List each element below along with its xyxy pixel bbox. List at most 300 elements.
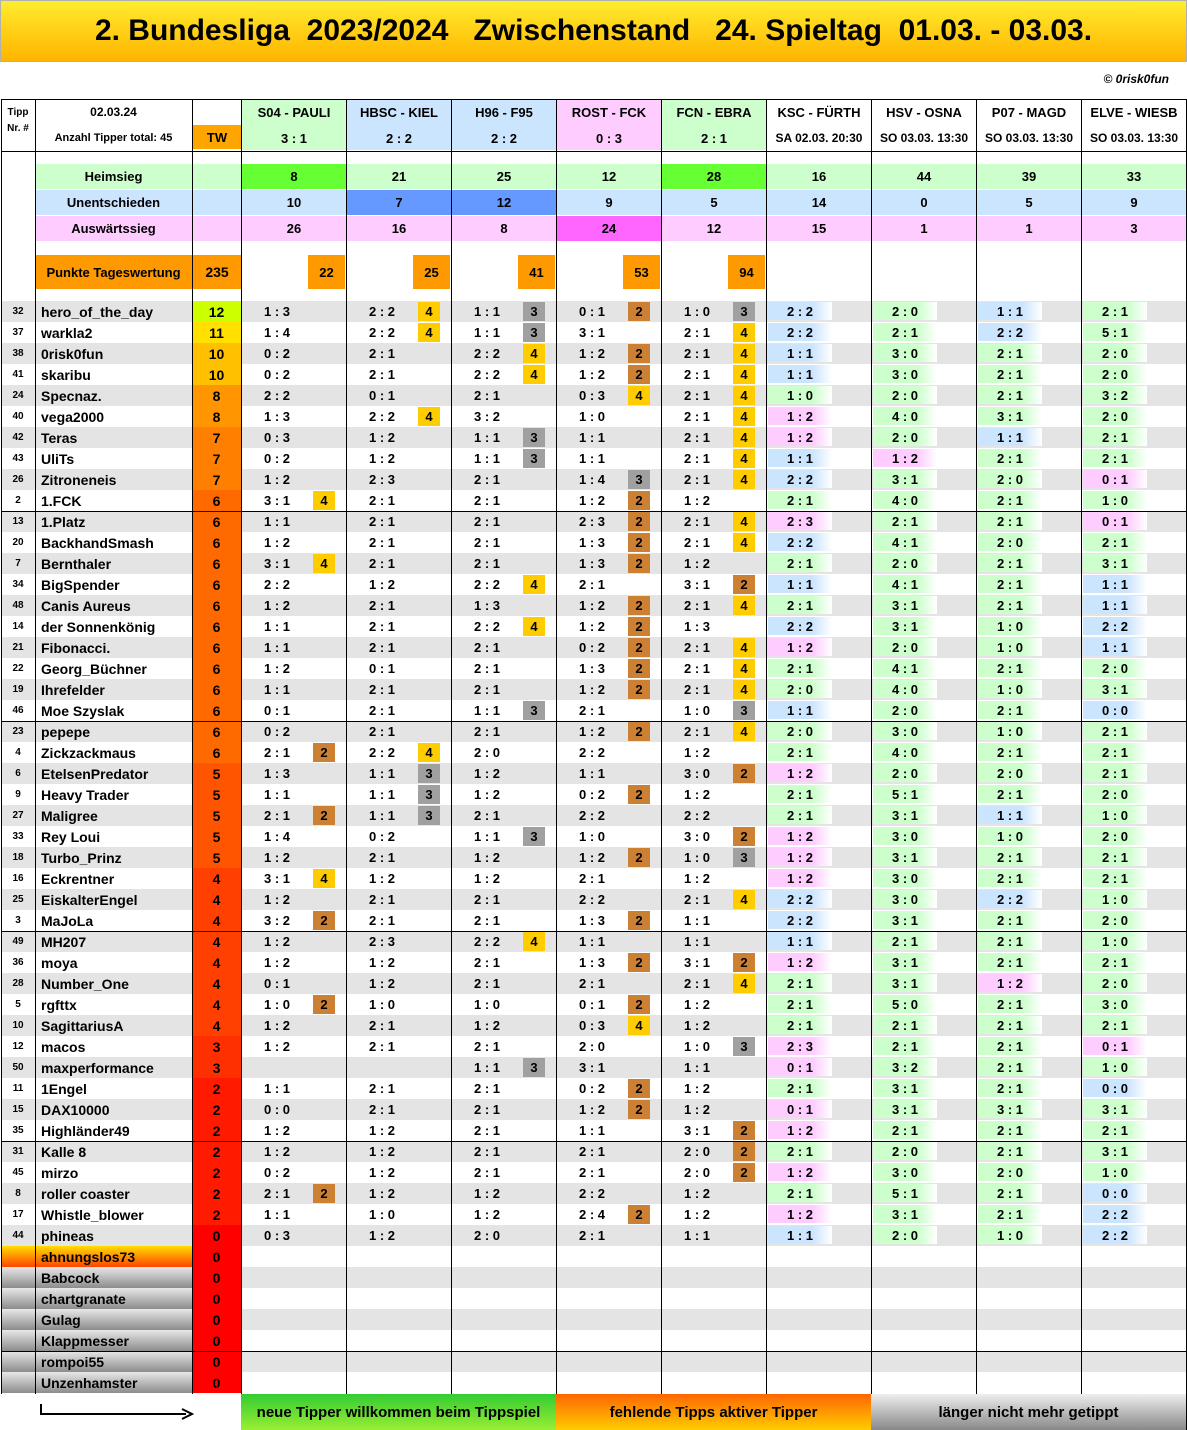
- tipper-total: 0: [192, 1225, 241, 1246]
- prediction: 1 : 2: [683, 870, 710, 886]
- prediction: 1 : 0: [578, 408, 605, 424]
- prediction: 2 : 2: [473, 576, 500, 592]
- prediction: 2 : 0: [683, 1164, 710, 1180]
- tipper-name: Specnaz.: [41, 387, 102, 404]
- v-divider: [661, 99, 662, 1430]
- tipper-name: macos: [41, 1038, 86, 1055]
- tipper-total: 2: [192, 1183, 241, 1204]
- prediction: 2 : 1: [1083, 302, 1147, 320]
- prediction: 0 : 0: [1083, 1079, 1147, 1097]
- prediction: 0 : 0: [1083, 1184, 1147, 1202]
- tipper-nr: 18: [12, 852, 24, 863]
- prediction-points: 4: [733, 449, 755, 468]
- tipper-total: 6: [192, 679, 241, 700]
- stat-label-home: Heimsieg: [35, 164, 192, 189]
- tipper-nr: [1, 1288, 35, 1309]
- prediction: 2 : 0: [873, 302, 937, 320]
- prediction: 1 : 3: [578, 534, 605, 550]
- match-teams: S04 - PAULI: [257, 104, 331, 120]
- prediction: 1 : 1: [368, 786, 395, 802]
- prediction: 0 : 2: [263, 1164, 290, 1180]
- prediction: 2 : 1: [473, 1038, 500, 1054]
- tipper-nr: 43: [12, 453, 24, 464]
- tipper-nr: 48: [12, 600, 24, 611]
- prediction-points: 4: [523, 932, 545, 951]
- prediction: 1 : 1: [683, 912, 710, 928]
- points-label: Punkte Tageswertung: [35, 255, 192, 289]
- title-banner: [0, 0, 1187, 62]
- prediction: 1 : 3: [683, 618, 710, 634]
- tipper-name: MaJoLa: [41, 912, 94, 929]
- prediction: 2 : 1: [768, 554, 832, 572]
- prediction: 4 : 1: [873, 659, 937, 677]
- prediction: 2 : 1: [473, 534, 500, 550]
- prediction: 3 : 1: [873, 953, 937, 971]
- prediction: 3 : 1: [978, 1100, 1042, 1118]
- tipper-nr: 45: [12, 1167, 24, 1178]
- prediction: 2 : 1: [978, 1184, 1042, 1202]
- tw-label: TW: [193, 125, 241, 149]
- prediction: 2 : 0: [768, 722, 832, 740]
- tipper-name: rompoi55: [41, 1353, 105, 1370]
- tip-count-home: 44: [872, 164, 976, 189]
- stat-fill-draw: [193, 190, 241, 215]
- tipper-name: Canis Aureus: [41, 597, 131, 614]
- prediction: 3 : 0: [873, 722, 937, 740]
- prediction: 1 : 0: [1083, 1163, 1147, 1181]
- prediction-points: 3: [523, 701, 545, 720]
- prediction: 2 : 1: [473, 681, 500, 697]
- tipper-nr: 12: [12, 1041, 24, 1052]
- tipper-nr: 37: [12, 327, 24, 338]
- prediction: 2 : 0: [873, 1142, 937, 1160]
- tip-count-home: 12: [557, 164, 661, 189]
- prediction: 1 : 2: [768, 1205, 832, 1223]
- tipper-name: Bernthaler: [41, 555, 112, 572]
- tipper-nr: 5: [15, 999, 21, 1010]
- day-points: 94: [728, 255, 765, 289]
- tipper-name: Maligree: [41, 807, 98, 824]
- match-result: SO 03.03. 13:30: [879, 131, 969, 145]
- tipper-name: hero_of_the_day: [41, 303, 154, 320]
- prediction: 2 : 1: [978, 1121, 1042, 1139]
- tipper-name: Klappmesser: [41, 1332, 129, 1349]
- prediction-points: 4: [733, 596, 755, 615]
- prediction-points: 2: [628, 365, 650, 384]
- prediction: 2 : 0: [473, 744, 500, 760]
- prediction: 1 : 2: [683, 1185, 710, 1201]
- prediction: 1 : 2: [368, 975, 395, 991]
- tipper-nr: [1, 1246, 35, 1267]
- tipper-nr: 6: [15, 768, 21, 779]
- prediction: 3 : 1: [978, 407, 1042, 425]
- prediction-points: 2: [733, 1121, 755, 1140]
- tipper-total: 6: [192, 742, 241, 763]
- tip-count-away: 26: [242, 216, 346, 241]
- prediction: 1 : 3: [578, 555, 605, 571]
- prediction: 1 : 1: [578, 429, 605, 445]
- prediction: 2 : 0: [1083, 827, 1147, 845]
- group-divider: [1, 1351, 1186, 1352]
- tip-count-draw: 9: [557, 190, 661, 215]
- tipper-nr: 34: [12, 579, 24, 590]
- tipper-nr: 38: [12, 348, 24, 359]
- tipper-name: Whistle_blower: [41, 1206, 144, 1223]
- prediction: 1 : 1: [768, 344, 832, 362]
- prediction: 2 : 1: [473, 912, 500, 928]
- prediction: 2 : 1: [873, 323, 937, 341]
- stat-label-away: Auswärtssieg: [35, 216, 192, 241]
- tipper-total: 0: [192, 1246, 241, 1267]
- date-label: 02.03.24: [90, 105, 137, 119]
- prediction: 1 : 2: [263, 1038, 290, 1054]
- prediction: 2 : 1: [578, 1227, 605, 1243]
- prediction: 2 : 1: [473, 1080, 500, 1096]
- prediction-points: 2: [628, 617, 650, 636]
- prediction: 0 : 1: [578, 996, 605, 1012]
- prediction: 1 : 0: [1083, 1058, 1147, 1076]
- prediction: 2 : 2: [768, 890, 832, 908]
- prediction-points: 3: [733, 1037, 755, 1056]
- points-total: 235: [193, 255, 241, 289]
- prediction: 3 : 2: [1083, 386, 1147, 404]
- prediction: 2 : 1: [978, 1079, 1042, 1097]
- prediction: 2 : 1: [978, 848, 1042, 866]
- prediction: 2 : 1: [473, 891, 500, 907]
- prediction: 3 : 1: [873, 911, 937, 929]
- prediction: 2 : 1: [683, 450, 710, 466]
- prediction: 4 : 1: [873, 533, 937, 551]
- prediction-points: 4: [523, 365, 545, 384]
- prediction: 2 : 1: [978, 932, 1042, 950]
- tip-count-home: 25: [452, 164, 556, 189]
- prediction: 2 : 1: [683, 639, 710, 655]
- tipper-name: DAX10000: [41, 1101, 110, 1118]
- prediction-points: 4: [733, 344, 755, 363]
- prediction: 1 : 2: [768, 764, 832, 782]
- tipper-name: moya: [41, 954, 78, 971]
- tipper-name: UliTs: [41, 450, 75, 467]
- prediction: 2 : 1: [978, 1058, 1042, 1076]
- prediction-points: 2: [628, 848, 650, 867]
- prediction: 2 : 1: [978, 785, 1042, 803]
- tipper-total: 5: [192, 784, 241, 805]
- prediction: 2 : 2: [683, 807, 710, 823]
- prediction: 0 : 1: [578, 303, 605, 319]
- prediction: 1 : 1: [263, 786, 290, 802]
- prediction: 1 : 2: [683, 1080, 710, 1096]
- prediction: 2 : 0: [978, 470, 1042, 488]
- prediction: 1 : 2: [263, 849, 290, 865]
- tipper-total: 2: [192, 1204, 241, 1225]
- prediction: 2 : 1: [1083, 743, 1147, 761]
- tipper-total: 5: [192, 805, 241, 826]
- prediction-points: 2: [628, 680, 650, 699]
- prediction: 2 : 2: [768, 533, 832, 551]
- prediction: 1 : 2: [473, 849, 500, 865]
- prediction: 1 : 1: [768, 701, 832, 719]
- tipper-total: 6: [192, 532, 241, 553]
- v-divider: [241, 99, 242, 1430]
- prediction-points: 2: [628, 995, 650, 1014]
- tip-count-home: 28: [662, 164, 766, 189]
- prediction: 3 : 2: [263, 912, 290, 928]
- match-teams: HBSC - KIEL: [360, 104, 438, 120]
- prediction: 2 : 0: [873, 1226, 937, 1244]
- prediction: 2 : 0: [1083, 659, 1147, 677]
- v-divider: [871, 99, 872, 1430]
- prediction: 3 : 0: [873, 1163, 937, 1181]
- match-teams: KSC - FÜRTH: [777, 104, 861, 120]
- prediction: 3 : 1: [263, 492, 290, 508]
- prediction: 0 : 1: [368, 387, 395, 403]
- v-divider: [1, 99, 2, 1430]
- prediction: 1 : 0: [368, 1206, 395, 1222]
- prediction: 2 : 1: [768, 995, 832, 1013]
- prediction: 0 : 0: [263, 1101, 290, 1117]
- prediction: 2 : 2: [263, 576, 290, 592]
- tipper-name: rgfttx: [41, 996, 77, 1013]
- prediction-points: 4: [418, 302, 440, 321]
- tip-count-home: 16: [767, 164, 871, 189]
- prediction-points: 2: [733, 575, 755, 594]
- prediction-points: 4: [523, 575, 545, 594]
- prediction: 1 : 2: [368, 450, 395, 466]
- match-teams: FCN - EBRA: [676, 104, 752, 120]
- prediction: 2 : 1: [473, 723, 500, 739]
- tipper-nr: 10: [12, 1020, 24, 1031]
- tipper-total: 10: [192, 343, 241, 364]
- prediction: 2 : 1: [873, 932, 937, 950]
- prediction-points: 2: [733, 1163, 755, 1182]
- tip-count-away: 3: [1082, 216, 1186, 241]
- tipper-total: 4: [192, 868, 241, 889]
- prediction: 2 : 1: [978, 344, 1042, 362]
- prediction: 2 : 1: [1083, 1016, 1147, 1034]
- prediction: 2 : 2: [368, 303, 395, 319]
- prediction: 2 : 2: [768, 302, 832, 320]
- tipper-total: 5: [192, 847, 241, 868]
- prediction-points: 3: [418, 764, 440, 783]
- tipper-name: maxperformance: [41, 1059, 154, 1076]
- tipper-name: vega2000: [41, 408, 105, 425]
- prediction-points: 2: [628, 953, 650, 972]
- tipper-nr: [1, 1330, 35, 1351]
- stat-fill-home: [193, 164, 241, 189]
- prediction-points: 4: [523, 617, 545, 636]
- prediction: 2 : 2: [578, 1185, 605, 1201]
- tipper-name: 1.Platz: [41, 513, 86, 530]
- tipper-nr: 21: [12, 642, 24, 653]
- prediction: 1 : 2: [473, 786, 500, 802]
- prediction: 2 : 2: [768, 911, 832, 929]
- prediction-points: 4: [733, 407, 755, 426]
- prediction: 2 : 1: [768, 743, 832, 761]
- prediction: 2 : 1: [978, 1142, 1042, 1160]
- match-result: SA 02.03. 20:30: [775, 131, 863, 145]
- prediction-points: 4: [523, 344, 545, 363]
- tipper-name: Turbo_Prinz: [41, 849, 122, 866]
- tip-count-away: 1: [977, 216, 1081, 241]
- prediction-points: 3: [523, 428, 545, 447]
- prediction: 1 : 1: [578, 933, 605, 949]
- prediction: 2 : 0: [873, 764, 937, 782]
- prediction: 4 : 0: [873, 491, 937, 509]
- tipper-name: 1.FCK: [41, 492, 82, 509]
- prediction: 2 : 2: [978, 890, 1042, 908]
- prediction: 2 : 1: [683, 534, 710, 550]
- prediction: 1 : 1: [263, 639, 290, 655]
- prediction-points: 4: [733, 428, 755, 447]
- prediction-points: 3: [733, 302, 755, 321]
- tipper-total: 8: [192, 406, 241, 427]
- prediction: 2 : 2: [768, 617, 832, 635]
- prediction: 1 : 1: [263, 618, 290, 634]
- prediction: 3 : 1: [873, 1079, 937, 1097]
- prediction-points: 3: [628, 470, 650, 489]
- prediction: 1 : 2: [368, 954, 395, 970]
- prediction: 2 : 0: [978, 533, 1042, 551]
- prediction: 1 : 3: [263, 765, 290, 781]
- prediction: 2 : 1: [368, 1038, 395, 1054]
- prediction: 1 : 0: [978, 617, 1042, 635]
- prediction: 3 : 1: [873, 617, 937, 635]
- match-result: 2 : 2: [490, 130, 517, 146]
- tipper-name: Unzenhamster: [41, 1374, 138, 1391]
- tipper-total: 2: [192, 1120, 241, 1141]
- prediction: 2 : 1: [683, 681, 710, 697]
- prediction: 0 : 1: [263, 975, 290, 991]
- prediction: 2 : 1: [978, 449, 1042, 467]
- prediction: 3 : 1: [683, 954, 710, 970]
- match-teams: P07 - MAGD: [991, 104, 1067, 120]
- tipper-total: 3: [192, 1057, 241, 1078]
- prediction: 2 : 1: [978, 869, 1042, 887]
- tipper-nr: 4: [15, 747, 21, 758]
- tipper-total: 12: [192, 301, 241, 322]
- prediction-points: 2: [313, 743, 335, 762]
- prediction-points: 4: [733, 974, 755, 993]
- match-result: 2 : 2: [385, 130, 412, 146]
- prediction: 2 : 1: [768, 596, 832, 614]
- prediction: 1 : 1: [1083, 575, 1147, 593]
- prediction: 1 : 4: [263, 828, 290, 844]
- tipper-nr: [1, 1309, 35, 1330]
- prediction: 0 : 1: [1083, 470, 1147, 488]
- prediction: 1 : 2: [368, 870, 395, 886]
- prediction: 2 : 0: [873, 428, 937, 446]
- prediction: 2 : 2: [578, 744, 605, 760]
- prediction: 1 : 2: [368, 1122, 395, 1138]
- prediction: 3 : 1: [578, 324, 605, 340]
- prediction: 1 : 1: [473, 429, 500, 445]
- prediction: 2 : 1: [683, 345, 710, 361]
- prediction: 2 : 1: [368, 681, 395, 697]
- prediction: 1 : 2: [473, 1017, 500, 1033]
- prediction: 0 : 1: [768, 1058, 832, 1076]
- prediction: 2 : 0: [578, 1038, 605, 1054]
- prediction: 1 : 2: [978, 974, 1042, 992]
- tipper-nr: 16: [12, 873, 24, 884]
- prediction: 2 : 1: [263, 744, 290, 760]
- prediction: 1 : 3: [473, 597, 500, 613]
- prediction: 3 : 1: [1083, 554, 1147, 572]
- prediction: 1 : 1: [768, 365, 832, 383]
- prediction: 2 : 1: [473, 387, 500, 403]
- prediction: 2 : 1: [768, 785, 832, 803]
- prediction: 0 : 2: [263, 450, 290, 466]
- prediction-points: 3: [523, 827, 545, 846]
- prediction: 0 : 2: [578, 786, 605, 802]
- prediction: 2 : 3: [578, 513, 605, 529]
- tipper-name: BackhandSmash: [41, 534, 154, 551]
- prediction: 2 : 1: [978, 365, 1042, 383]
- tipper-name: Zitroneneis: [41, 471, 117, 488]
- tipper-nr: 40: [12, 411, 24, 422]
- prediction-points: 4: [733, 722, 755, 741]
- day-points: 53: [623, 255, 660, 289]
- prediction: 1 : 1: [473, 324, 500, 340]
- prediction: 2 : 1: [978, 491, 1042, 509]
- prediction: 2 : 1: [368, 702, 395, 718]
- tipp-label: Tipp: [7, 106, 29, 118]
- tipper-name: skaribu: [41, 366, 91, 383]
- prediction: 2 : 1: [578, 870, 605, 886]
- prediction: 1 : 1: [978, 302, 1042, 320]
- prediction: 0 : 3: [263, 429, 290, 445]
- tipper-nr: 46: [12, 705, 24, 716]
- prediction: 2 : 1: [263, 807, 290, 823]
- tipper-total: 7: [192, 427, 241, 448]
- tipper-total: 7: [192, 448, 241, 469]
- prediction: 2 : 1: [473, 492, 500, 508]
- prediction: 0 : 1: [1083, 512, 1147, 530]
- prediction: 2 : 0: [473, 1227, 500, 1243]
- tipper-total: 6: [192, 595, 241, 616]
- prediction: 2 : 1: [368, 513, 395, 529]
- prediction: 2 : 1: [683, 324, 710, 340]
- v-divider: [451, 99, 452, 1430]
- prediction: 2 : 1: [578, 1143, 605, 1159]
- tipper-name: mirzo: [41, 1164, 79, 1181]
- tipper-name: Kalle 8: [41, 1143, 87, 1160]
- prediction: 2 : 3: [768, 1037, 832, 1055]
- prediction: 2 : 2: [368, 324, 395, 340]
- prediction: 1 : 1: [473, 702, 500, 718]
- prediction: 2 : 1: [368, 723, 395, 739]
- prediction-points: 4: [733, 680, 755, 699]
- tipper-nr: [1, 1351, 35, 1372]
- tipper-total-label: Anzahl Tipper total: 45: [54, 132, 173, 144]
- prediction: 4 : 0: [873, 407, 937, 425]
- prediction: 1 : 1: [578, 1122, 605, 1138]
- legend-new-tipper: neue Tipper willkommen beim Tippspiel: [241, 1394, 556, 1430]
- tipper-nr: 11: [12, 1083, 24, 1094]
- prediction: 2 : 1: [1083, 533, 1147, 551]
- prediction: 2 : 1: [368, 1017, 395, 1033]
- prediction: 2 : 1: [368, 597, 395, 613]
- prediction: 1 : 1: [978, 428, 1042, 446]
- prediction: 0 : 3: [263, 1227, 290, 1243]
- prediction-points: 2: [628, 344, 650, 363]
- prediction: 2 : 2: [978, 323, 1042, 341]
- prediction: 0 : 2: [263, 345, 290, 361]
- prediction: 4 : 1: [873, 575, 937, 593]
- prediction: 2 : 4: [578, 1206, 605, 1222]
- tipper-name: Eckrentner: [41, 870, 115, 887]
- prediction: 2 : 1: [978, 995, 1042, 1013]
- prediction: 1 : 0: [578, 828, 605, 844]
